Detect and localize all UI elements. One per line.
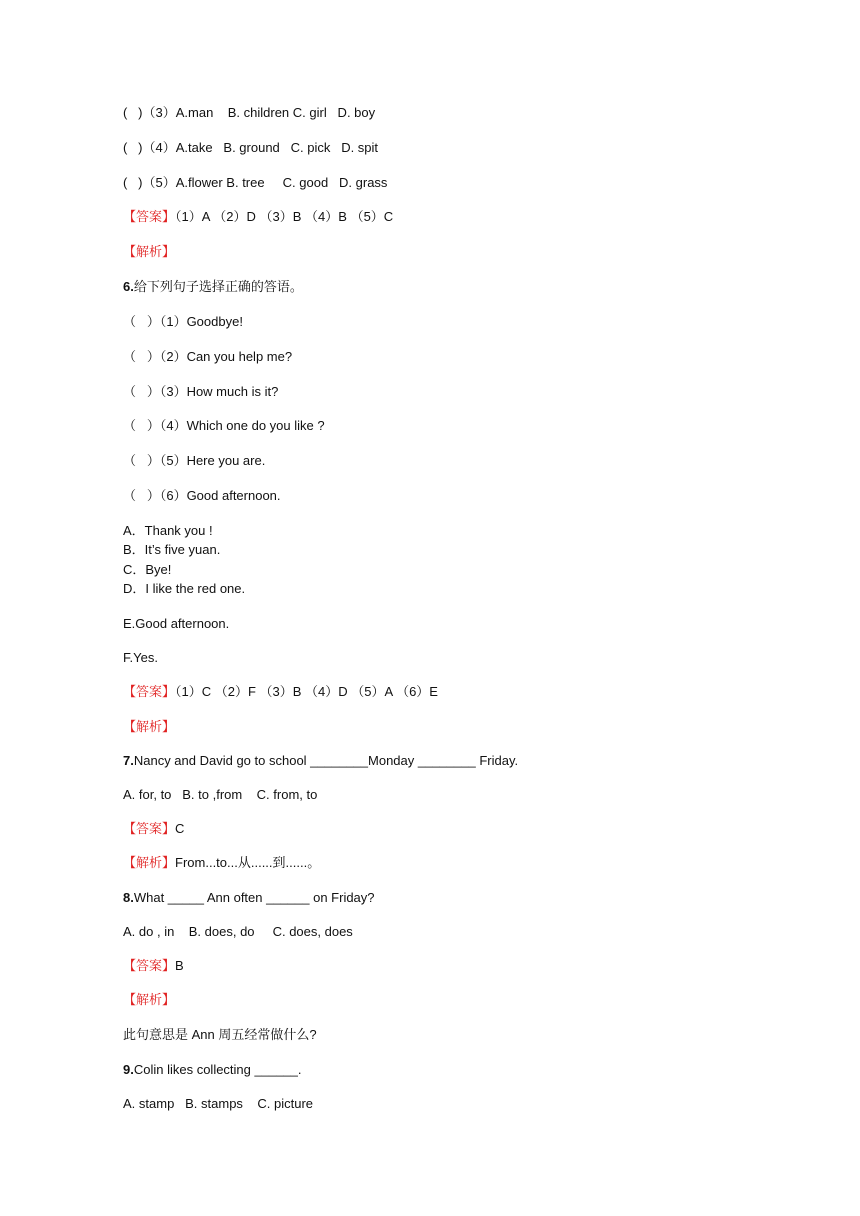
q6-choice-d: D．I like the red one. [123,581,246,596]
question-text: Colin likes collecting ______. [133,1062,302,1077]
question-number: 7. [123,753,134,768]
answer-text: （1）A （2）D （3）B （4）B （5）C [175,209,394,224]
answer-text: B [175,958,184,973]
question-number: 6. [123,279,134,294]
q7-analysis [123,854,320,872]
q6-choice-e: E.Good afternoon. [123,616,230,631]
answer-label: 【答案】 [123,958,176,973]
q6-analysis-label: 【解析】 [123,719,176,734]
q6-choice-c: C．Bye! [123,562,172,577]
q6-item-2: （ ）（2）Can you help me? [123,349,293,364]
q9-heading [123,1061,302,1079]
question-text: What _____ Ann often ______ on Friday? [133,890,375,905]
q7-options: A. for, to B. to ,from C. from, to [123,787,318,802]
q6-item-1: （ ）（1）Goodbye! [123,314,243,329]
q5-option-5: ( )（5）A.flower B. tree C. good D. grass [123,175,388,190]
q6-item-5: （ ）（5）Here you are. [123,453,266,468]
q6-answer [123,683,438,701]
answer-label: 【答案】 [123,209,176,224]
answer-label: 【答案】 [123,684,176,699]
answer-label: 【答案】 [123,821,176,836]
answer-text: （1）C （2）F （3）B （4）D （5）A （6）E [175,684,438,699]
analysis-text: From...to...从......到......。 [175,855,321,870]
q6-choice-f: F.Yes. [123,650,158,665]
answer-text: C [175,821,185,836]
q8-answer [123,957,184,975]
question-text: Nancy and David go to school ________Monday ________ Friday. [133,753,519,768]
q8-analysis-text: 此句意思是 Ann 周五经常做什么? [123,1027,317,1042]
q8-heading [123,889,375,907]
q6-choice-a: A．Thank you ! [123,523,213,538]
q6-item-4: （ ）（4）Which one do you like ? [123,418,325,433]
question-number: 8. [123,890,134,905]
q8-analysis-label: 【解析】 [123,992,176,1007]
question-number: 9. [123,1062,134,1077]
q6-item-3: （ ）（3）How much is it? [123,384,279,399]
q7-heading [123,752,518,770]
q6-item-6: （ ）（6）Good afternoon. [123,488,281,503]
q5-answer [123,208,393,226]
question-text: 给下列句子选择正确的答语。 [133,279,303,294]
q9-options: A. stamp B. stamps C. picture [123,1096,314,1111]
q6-choice-b: B．It’s five yuan. [123,542,221,557]
q5-option-4: ( )（4）A.take B. ground C. pick D. spit [123,140,379,155]
analysis-label: 【解析】 [123,855,176,870]
q5-option-3: ( )（3）A.man B. children C. girl D. boy [123,105,376,120]
q7-answer [123,820,184,838]
q6-heading [123,278,303,296]
q8-options: A. do , in B. does, do C. does, does [123,924,353,939]
q5-analysis-label: 【解析】 [123,244,176,259]
